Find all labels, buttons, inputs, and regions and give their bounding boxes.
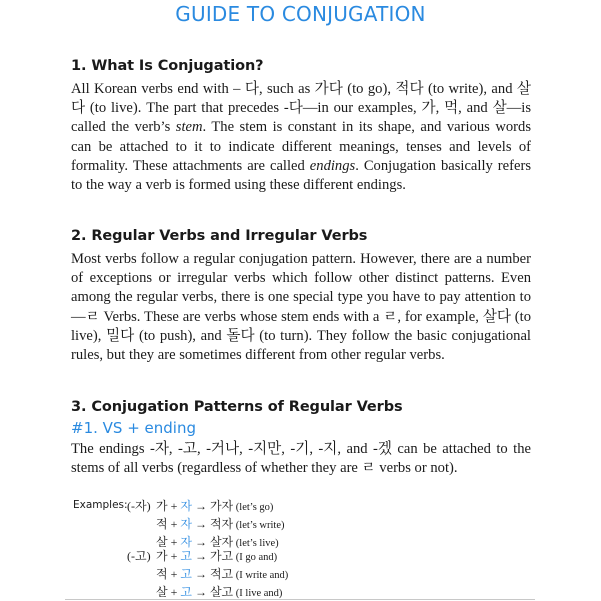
example-row bbox=[156, 497, 273, 514]
example-result: 가자 bbox=[209, 499, 234, 513]
term-endings: endings bbox=[309, 157, 356, 174]
example-gloss: (I write and) bbox=[233, 570, 289, 581]
example-stem: 가 bbox=[156, 499, 168, 513]
section-3-heading: 3. Conjugation Patterns of Regular Verbs bbox=[71, 399, 403, 415]
example-result: 가고 bbox=[209, 549, 234, 563]
example-group-label: (-자) bbox=[127, 499, 151, 513]
example-plus: + bbox=[167, 517, 181, 531]
example-result: 적고 bbox=[209, 567, 234, 581]
example-row bbox=[156, 547, 277, 564]
example-row bbox=[156, 565, 288, 582]
example-group-label: (-고) bbox=[127, 549, 151, 563]
example-result: 살자 bbox=[209, 535, 234, 549]
example-plus: + bbox=[167, 567, 181, 581]
example-ending: 자 bbox=[180, 535, 192, 549]
section-1-text-b: . The stem is constant in its shape, and various words can be attached to it to indicate different meanings, tenses and levels of formality. These attachments are called bbox=[71, 119, 531, 174]
section-2-paragraph: Most verbs follow a regular conjugation pattern. However, there are a number of exceptions or irregular verbs which follow other distinct patterns. Even among the regular verbs, there is one special type you have to pay attention to ―ㄹ Verbs. These are verbs whose stem ends with a ㄹ, for example, 살다 (to live), 밀다 (to push), and 돌다 (to turn). They follow the basic conjugational rules, but they are sometimes different from other regular verbs. bbox=[71, 251, 531, 364]
section-3-subheading: #1. VS + ending bbox=[71, 419, 196, 437]
example-stem: 가 bbox=[156, 549, 168, 563]
example-plus: + bbox=[167, 535, 181, 549]
example-stem: 살 bbox=[156, 535, 168, 549]
example-ending: 고 bbox=[180, 549, 192, 563]
bottom-divider bbox=[65, 599, 535, 600]
example-plus: + bbox=[167, 499, 181, 513]
example-arrow: → bbox=[191, 499, 210, 513]
example-gloss: (I live and) bbox=[233, 588, 283, 599]
example-ending: 고 bbox=[180, 567, 192, 581]
example-gloss: (I go and) bbox=[233, 552, 278, 563]
example-stem: 적 bbox=[156, 517, 168, 531]
page-title: GUIDE TO CONJUGATION bbox=[175, 2, 426, 26]
example-plus: + bbox=[167, 585, 181, 599]
example-plus: + bbox=[167, 549, 181, 563]
example-gloss: (let’s go) bbox=[233, 502, 274, 513]
example-gloss: (let’s live) bbox=[233, 538, 279, 549]
example-result: 적자 bbox=[209, 517, 234, 531]
example-arrow: → bbox=[191, 535, 210, 549]
section-3-paragraph: The endings -자, -고, -거나, -지만, -기, -지, and -겠 can be attached to the stems of all verbs (regardless of whether they are ㄹ verbs or not). bbox=[71, 441, 531, 477]
section-1-paragraph bbox=[71, 80, 531, 195]
example-arrow: → bbox=[191, 517, 210, 531]
example-arrow: → bbox=[191, 549, 210, 563]
section-2-heading: 2. Regular Verbs and Irregular Verbs bbox=[71, 228, 368, 244]
section-1-text-a: All Korean verbs end with – 다, such as 가다 (to go), 적다 (to write), and 살다 (to live). The part that precedes -다—in our examples, 가, 먹, and 살—is called the verb’s bbox=[71, 81, 531, 136]
example-stem: 살 bbox=[156, 585, 168, 599]
example-stem: 적 bbox=[156, 567, 168, 581]
term-stem: stem bbox=[175, 119, 203, 136]
section-1-text-c: . Conjugation basically refers to the way a verb is formed using these different endings. bbox=[71, 157, 531, 194]
example-ending: 고 bbox=[180, 585, 192, 599]
section-1-heading: 1. What Is Conjugation? bbox=[71, 58, 264, 74]
example-gloss: (let’s write) bbox=[233, 520, 285, 531]
example-arrow: → bbox=[191, 567, 210, 581]
example-ending: 자 bbox=[180, 499, 192, 513]
example-arrow: → bbox=[191, 585, 210, 599]
example-result: 살고 bbox=[209, 585, 234, 599]
example-ending: 자 bbox=[180, 517, 192, 531]
example-row bbox=[156, 515, 284, 532]
example-row bbox=[156, 583, 282, 600]
examples-label: Examples: bbox=[73, 499, 128, 511]
